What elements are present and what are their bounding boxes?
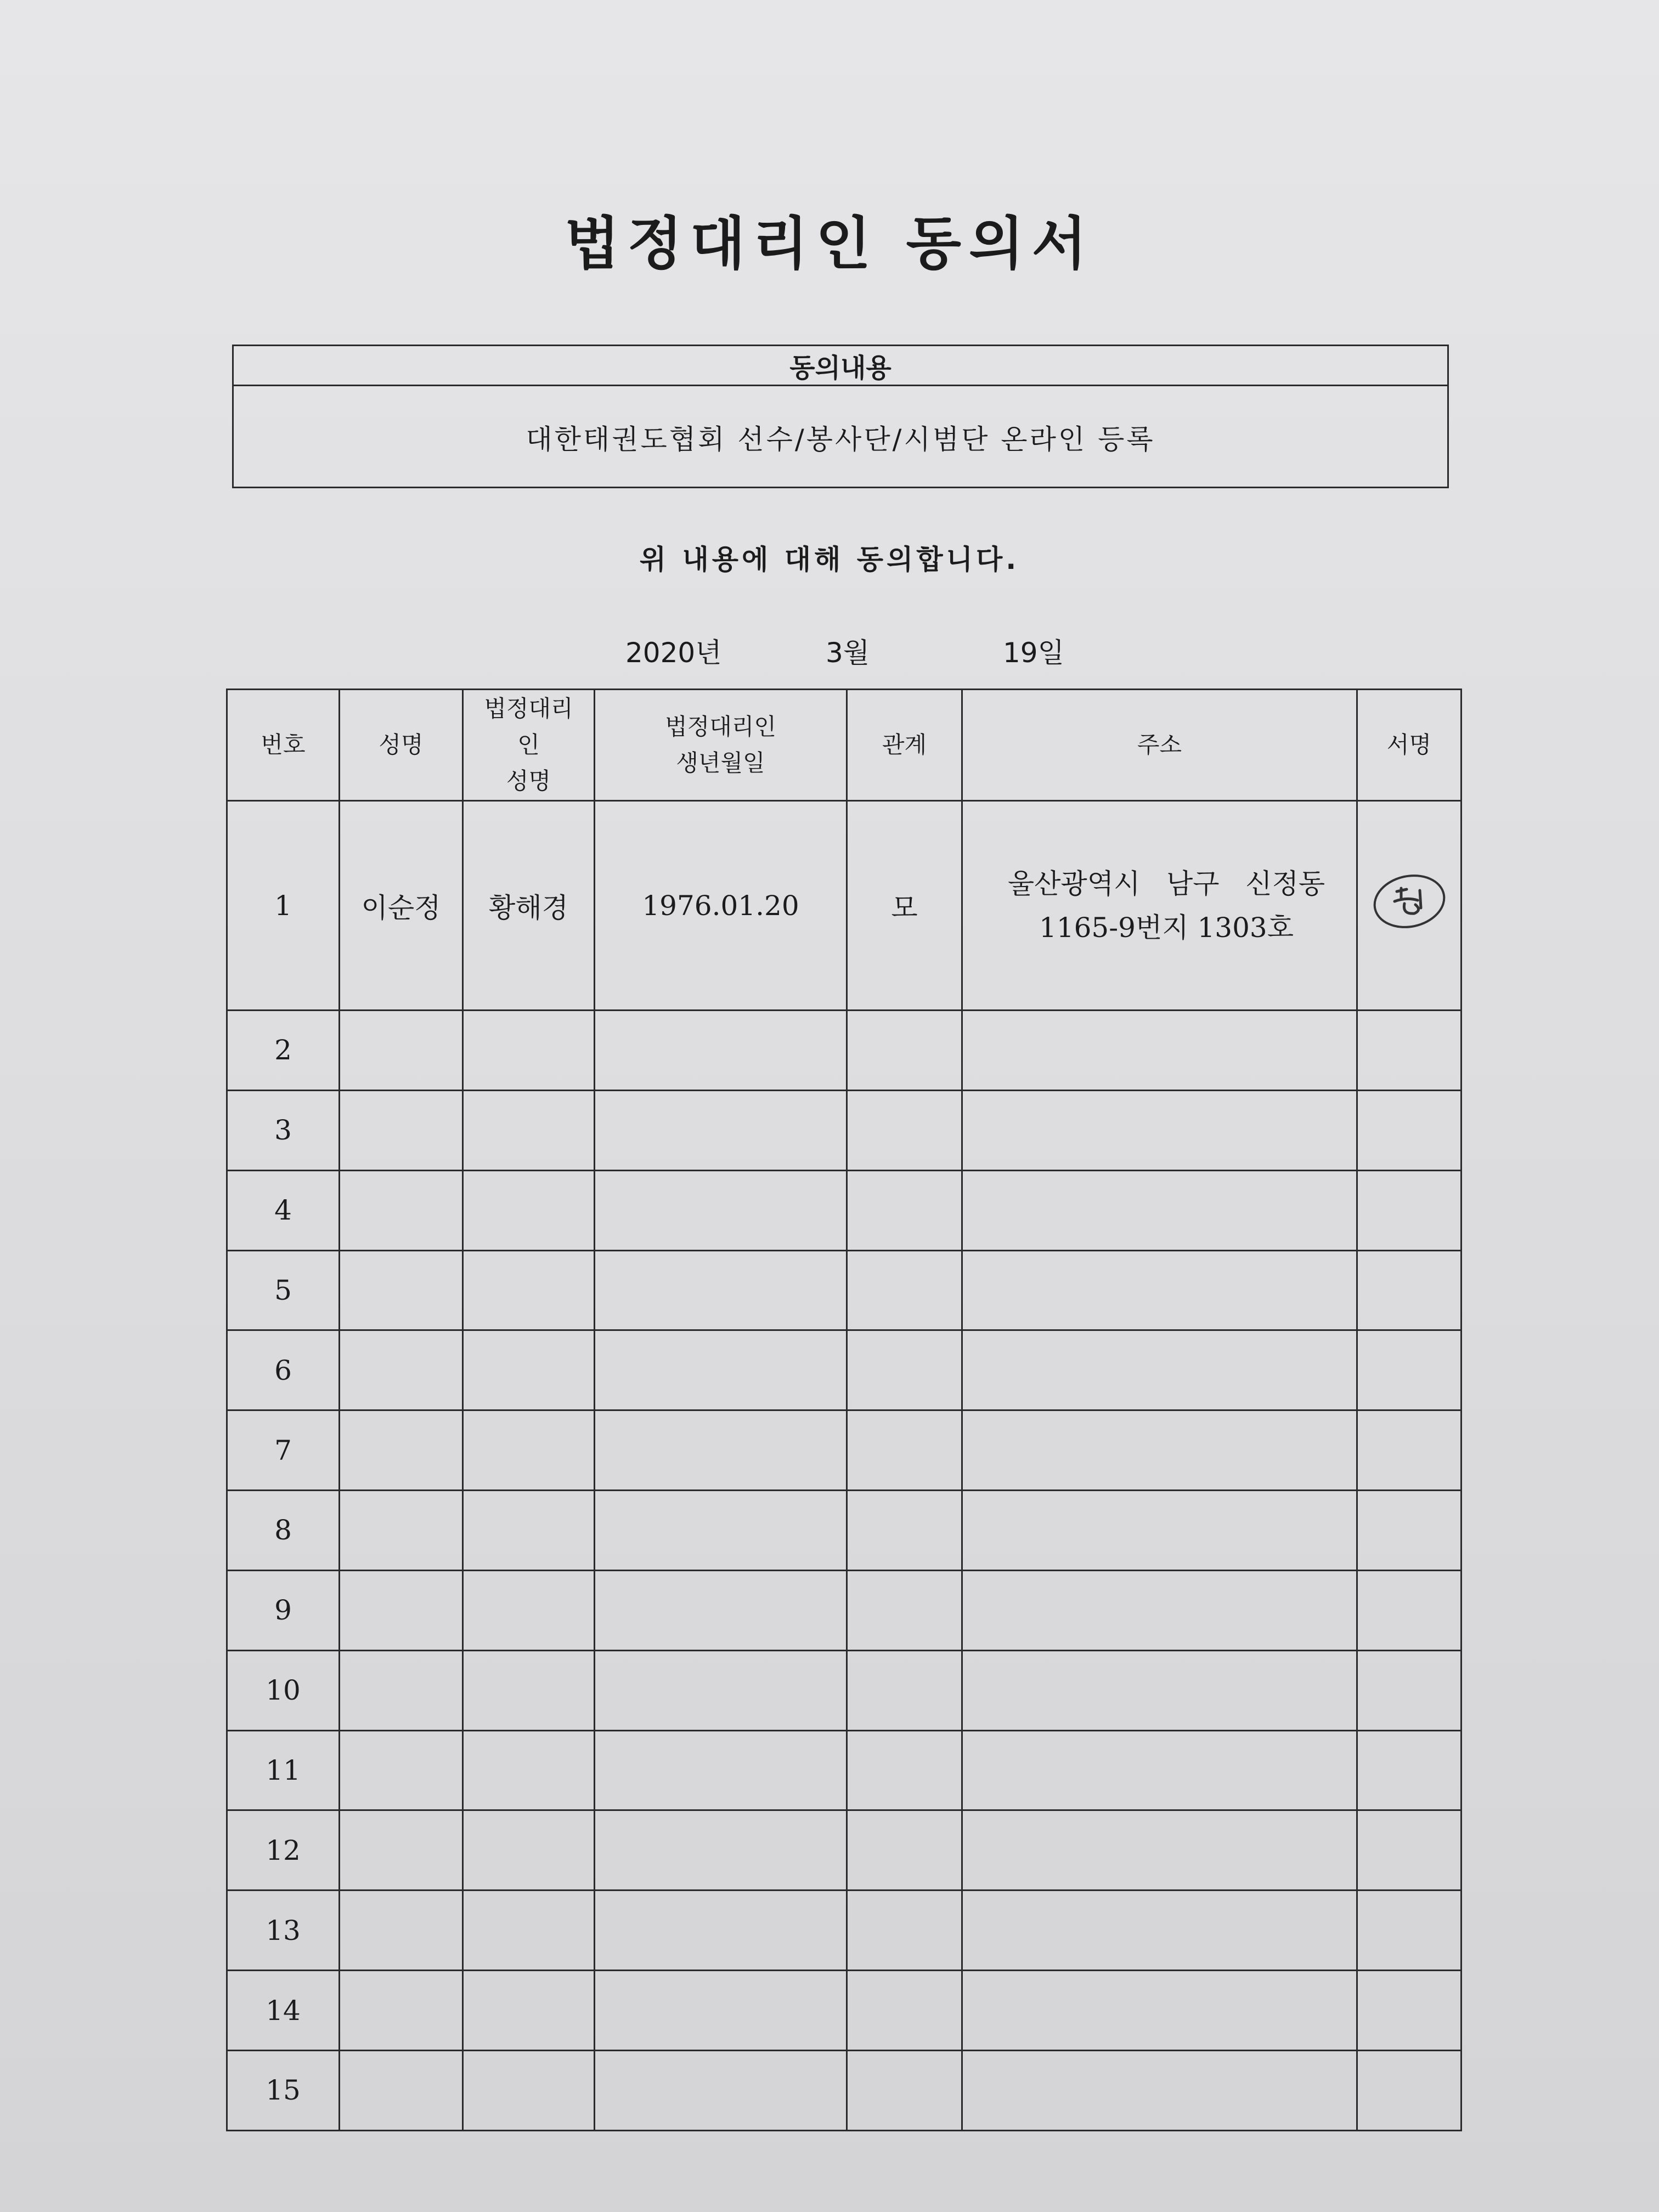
table-row (227, 1170, 1462, 1250)
header-signature: 서명 (1357, 690, 1462, 801)
table-row (227, 1491, 1462, 1571)
header-guardian-birth (595, 690, 847, 801)
header-guardian-birth-line: 법정대리인 (665, 713, 776, 740)
header-guardian-name-line: 성명 (506, 768, 551, 794)
table-row (227, 2050, 1462, 2130)
agreement-statement: 위 내용에 대해 동의합니다. (639, 544, 1020, 575)
table-row (227, 1011, 1462, 1091)
table-row (227, 1330, 1462, 1410)
row-guardian-birth: 1976.01.20 (595, 801, 847, 1011)
registration-table (226, 689, 1462, 2131)
row-signature (1357, 801, 1462, 1011)
table-row (227, 1810, 1462, 1891)
header-name: 성명 (340, 690, 463, 801)
date-year: 2020년 (625, 637, 722, 669)
row-number: 3 (227, 1090, 340, 1170)
row-name: 이순정 (340, 801, 463, 1011)
handwritten-signature-icon (1368, 870, 1451, 942)
table-row (227, 1971, 1462, 2051)
row-number: 4 (227, 1170, 340, 1250)
header-guardian-name (463, 690, 595, 801)
date-day: 19일 (1003, 637, 1064, 669)
row-address-line: 울산광역시 남구 신정동 (1007, 867, 1325, 900)
header-address: 주소 (962, 690, 1357, 801)
row-number: 8 (227, 1491, 340, 1571)
date-month: 3월 (826, 637, 870, 669)
row-number: 12 (227, 1810, 340, 1891)
row-number: 7 (227, 1410, 340, 1491)
row-number: 1 (227, 801, 340, 1011)
header-guardian-name-line: 인 (517, 731, 540, 758)
header-relation: 관계 (847, 690, 962, 801)
row-number: 13 (227, 1891, 340, 1971)
table-row (227, 801, 1462, 1011)
row-number: 14 (227, 1971, 340, 2051)
row-address-line: 1165-9번지 1303호 (1039, 911, 1294, 944)
header-guardian-name-line: 법정대리 (484, 695, 573, 722)
row-number: 15 (227, 2050, 340, 2130)
row-number: 10 (227, 1650, 340, 1730)
header-number: 번호 (227, 690, 340, 801)
row-number: 9 (227, 1570, 340, 1650)
table-row (227, 1891, 1462, 1971)
row-number: 11 (227, 1730, 340, 1810)
row-number: 6 (227, 1330, 340, 1410)
table-row (227, 1250, 1462, 1330)
row-relation: 모 (847, 801, 962, 1011)
table-row (227, 1570, 1462, 1650)
consent-box (232, 345, 1449, 488)
row-address (962, 801, 1357, 1011)
row-guardian-name: 황해경 (463, 801, 595, 1011)
row-number: 2 (227, 1011, 340, 1091)
table-row (227, 1410, 1462, 1491)
header-guardian-birth-line: 생년월일 (676, 749, 765, 776)
consent-heading: 동의내용 (234, 346, 1447, 386)
consent-content: 대한태권도협회 선수/봉사단/시범단 온라인 등록 (526, 424, 1155, 455)
table-header-row (227, 690, 1462, 801)
table-row (227, 1650, 1462, 1730)
table-row (227, 1090, 1462, 1170)
table-row (227, 1730, 1462, 1810)
document-title: 법정대리인 동의서 (565, 210, 1094, 277)
row-number: 5 (227, 1250, 340, 1330)
